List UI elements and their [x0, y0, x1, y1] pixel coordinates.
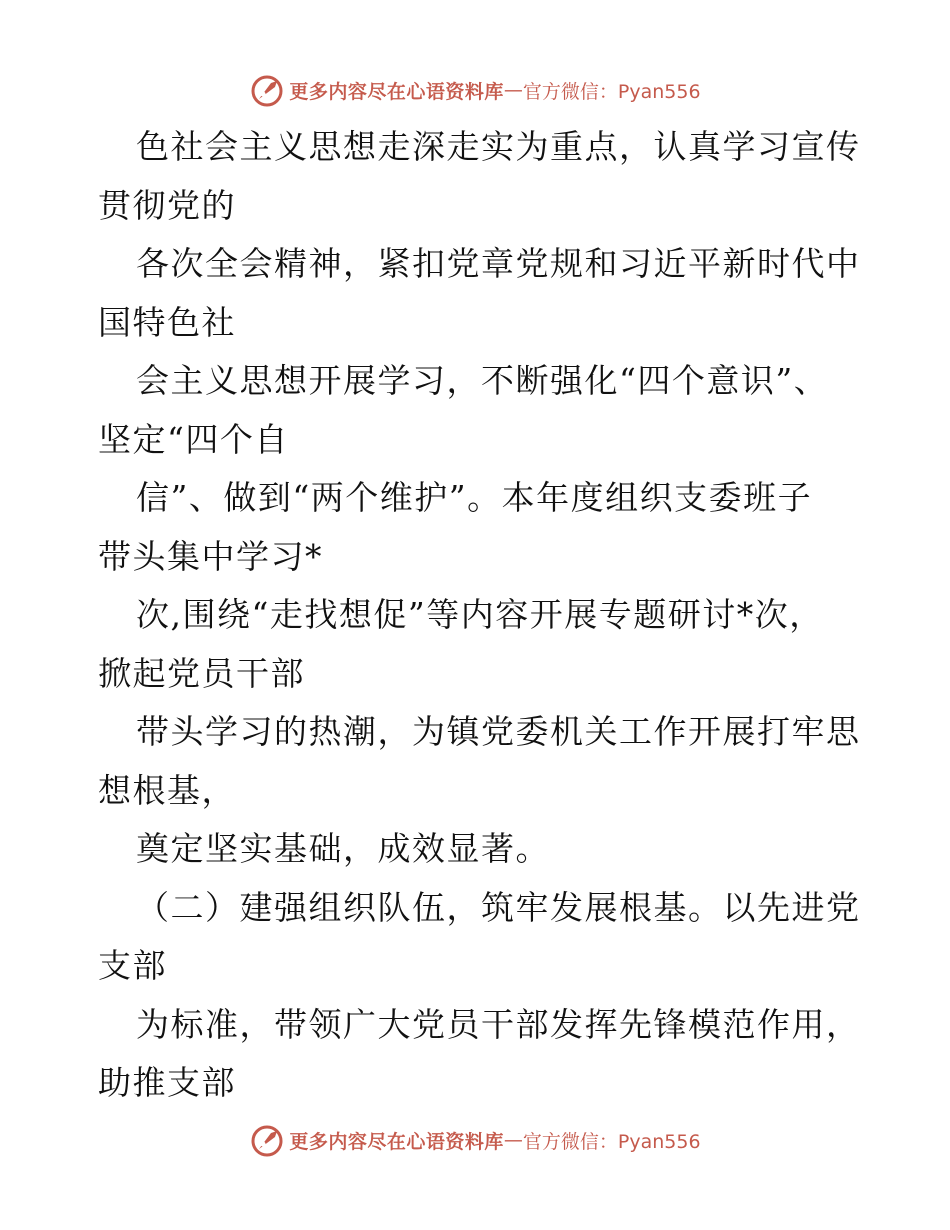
body-text-line: 想根基， — [98, 770, 236, 810]
body-text-line: 色社会主义思想走深走实为重点，认真学习宣传 — [136, 127, 861, 166]
watermark-account: 官方微信：Pyan556 — [522, 80, 701, 103]
body-text-line: 坚定“四个自 — [98, 419, 289, 459]
body-text-line: 带头学习的热潮，为镇党委机关工作开展打牢思 — [136, 712, 861, 751]
body-text-line: 奠定坚实基础，成效显著。 — [136, 829, 550, 868]
body-text-line: 支部 — [98, 946, 167, 985]
pen-nib-logo-icon — [249, 72, 285, 108]
body-text-line: 为标准，带领广大党员干部发挥先锋模范作用， — [136, 1004, 861, 1044]
body-text-line: 各次全会精神，紧扣党章党规和习近平新时代中 — [136, 244, 861, 283]
body-text-line: （二）建强组织队伍，筑牢发展根基。以先进党 — [136, 887, 861, 927]
watermark-separator: — — [503, 79, 523, 101]
body-text-line: 会主义思想开展学习，不断强化“四个意识”、 — [136, 361, 829, 400]
pen-nib-logo-icon — [249, 1122, 285, 1158]
body-text-line: 助推支部 — [98, 1063, 236, 1102]
header-watermark — [0, 70, 950, 110]
body-text-line: 掀起党员干部 — [98, 653, 305, 693]
footer-watermark — [0, 1120, 950, 1160]
body-text-line: 信”、做到“两个维护”。本年度组织支委班子 — [136, 478, 813, 517]
watermark-text: 更多内容尽在心语资料库 — [289, 1130, 504, 1153]
body-text-line: 贯彻党的 — [98, 185, 236, 225]
document-body — [98, 118, 861, 1113]
watermark-text: 更多内容尽在心语资料库 — [289, 80, 504, 103]
body-text-line: 带头集中学习* — [98, 536, 323, 576]
body-text-line: 次,围绕“走找想促”等内容开展专题研讨*次， — [136, 595, 824, 634]
body-text-line: 国特色社 — [98, 302, 236, 342]
watermark-separator: — — [503, 1129, 523, 1151]
watermark-account: 官方微信：Pyan556 — [522, 1130, 701, 1153]
